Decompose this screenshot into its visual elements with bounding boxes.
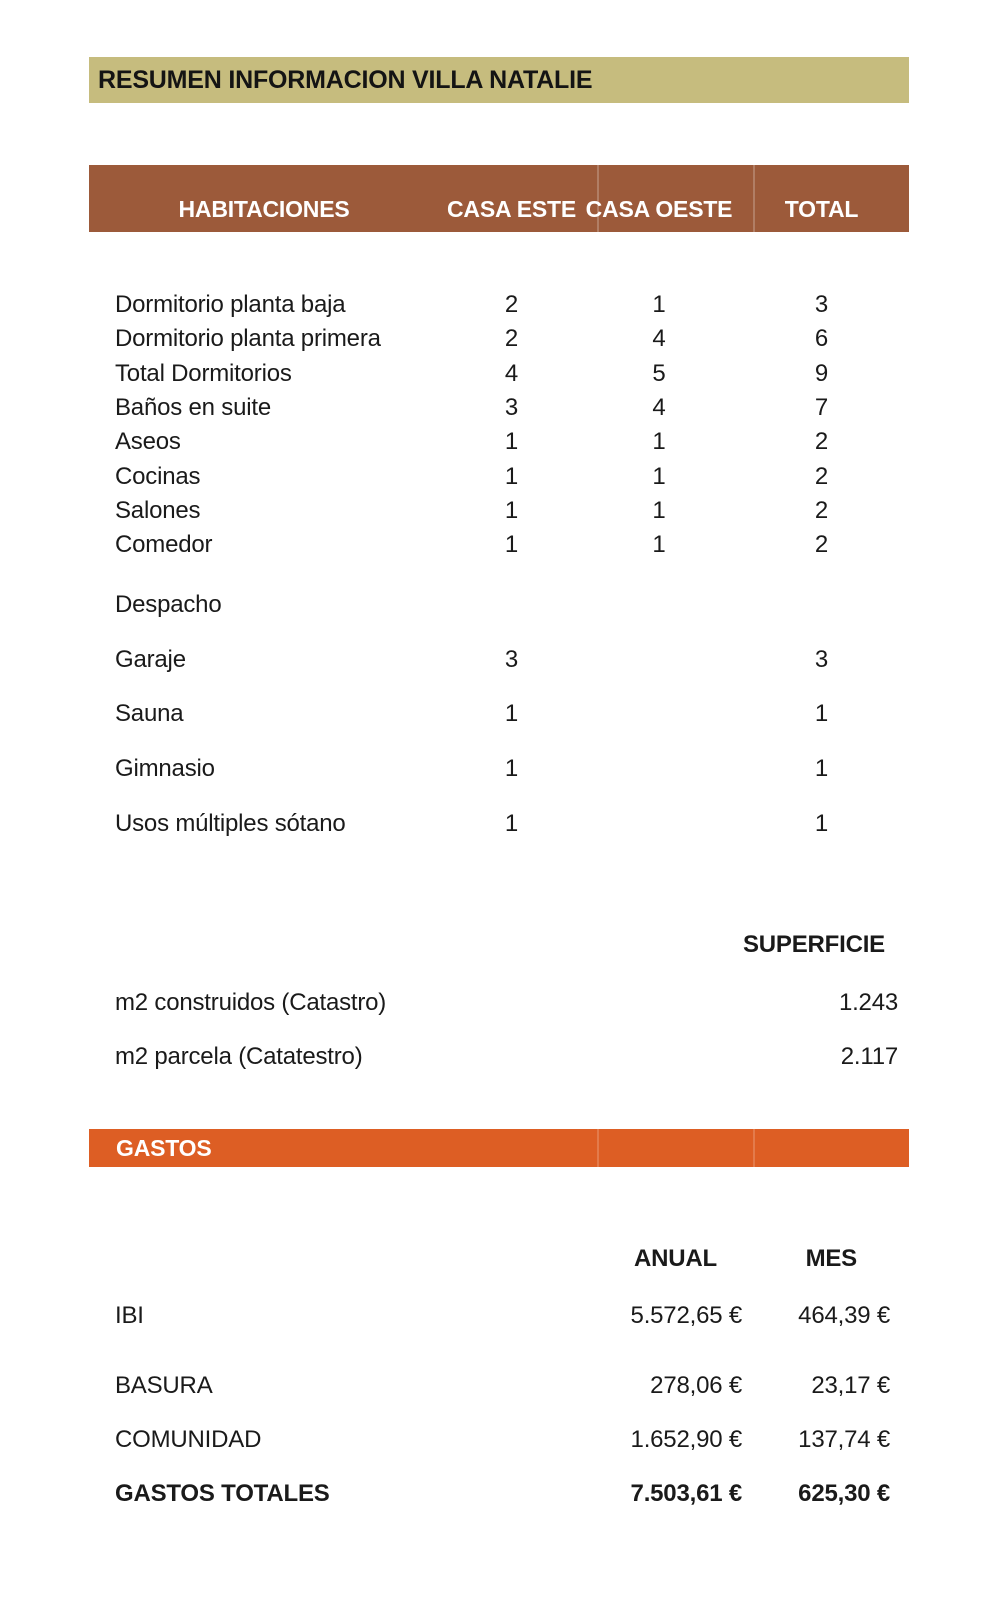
cell-total: 1 bbox=[814, 755, 829, 783]
cell-total: 1 bbox=[814, 700, 829, 728]
gastos-row-label: COMUNIDAD bbox=[115, 1426, 262, 1453]
row-label: Salones bbox=[115, 496, 201, 524]
table-row bbox=[89, 322, 909, 356]
gastos-row-label: GASTOS TOTALES bbox=[115, 1480, 330, 1507]
cell-casa-este: 4 bbox=[504, 359, 519, 387]
cell-casa-este: 1 bbox=[504, 462, 519, 490]
cell-total: 6 bbox=[814, 325, 829, 353]
cell-casa-oeste: 1 bbox=[652, 428, 666, 456]
column-divider bbox=[753, 1129, 755, 1167]
gastos-section-header bbox=[89, 1129, 909, 1167]
row-label: Cocinas bbox=[115, 462, 201, 490]
row-label: Dormitorio planta baja bbox=[115, 291, 346, 319]
row-label: Baños en suite bbox=[115, 394, 271, 422]
cell-anual: 1.652,90 € bbox=[630, 1426, 742, 1453]
superficie-row bbox=[0, 1043, 1003, 1071]
cell-total: 9 bbox=[814, 359, 829, 387]
habitaciones-rows-main bbox=[89, 288, 909, 562]
cell-mes: 464,39 € bbox=[798, 1302, 890, 1329]
cell-casa-este: 1 bbox=[504, 496, 519, 524]
page-title: RESUMEN INFORMACION VILLA NATALIE bbox=[98, 66, 593, 94]
column-divider bbox=[597, 165, 599, 232]
table-row bbox=[89, 288, 909, 322]
column-header-habitaciones: HABITACIONES bbox=[178, 196, 350, 222]
cell-casa-oeste: 5 bbox=[652, 359, 666, 387]
column-divider bbox=[753, 165, 755, 232]
cell-total: 2 bbox=[814, 428, 829, 456]
cell-mes: 23,17 € bbox=[811, 1372, 890, 1399]
cell-casa-oeste: 4 bbox=[652, 325, 666, 353]
gastos-row bbox=[0, 1302, 1003, 1330]
gastos-row bbox=[0, 1372, 1003, 1400]
cell-casa-oeste: 4 bbox=[652, 394, 666, 422]
cell-casa-este: 1 bbox=[504, 428, 519, 456]
table-row bbox=[89, 796, 909, 851]
habitaciones-rows-spaced bbox=[89, 578, 909, 851]
table-row bbox=[89, 357, 909, 391]
cell-total: 7 bbox=[814, 394, 829, 422]
superficie-row bbox=[0, 989, 1003, 1017]
superficie-row-label: m2 parcela (Catatestro) bbox=[115, 1043, 363, 1070]
cell-casa-este: 1 bbox=[504, 809, 519, 837]
column-header-total: TOTAL bbox=[784, 196, 859, 222]
gastos-row bbox=[0, 1480, 1003, 1508]
column-header-mes: MES bbox=[805, 1245, 857, 1272]
row-label: Comedor bbox=[115, 531, 213, 559]
gastos-column-headers bbox=[0, 1245, 1003, 1273]
cell-casa-este: 2 bbox=[504, 325, 519, 353]
cell-total: 1 bbox=[814, 809, 829, 837]
table-row bbox=[89, 578, 909, 633]
gastos-section-label: GASTOS bbox=[116, 1135, 212, 1161]
cell-mes: 137,74 € bbox=[798, 1426, 890, 1453]
row-label: Aseos bbox=[115, 428, 181, 456]
cell-casa-oeste: 1 bbox=[652, 531, 666, 559]
row-label: Usos múltiples sótano bbox=[115, 809, 346, 837]
cell-casa-este: 1 bbox=[504, 531, 519, 559]
cell-total: 3 bbox=[814, 645, 829, 673]
cell-anual: 7.503,61 € bbox=[630, 1480, 742, 1507]
row-label: Garaje bbox=[115, 645, 186, 673]
table-row bbox=[89, 633, 909, 688]
superficie-header: SUPERFICIE bbox=[742, 931, 885, 958]
superficie-row-value: 2.117 bbox=[840, 1043, 898, 1070]
cell-mes: 625,30 € bbox=[798, 1480, 890, 1507]
title-bar bbox=[89, 57, 909, 103]
table-row bbox=[89, 742, 909, 797]
table-row bbox=[89, 391, 909, 425]
column-header-casa-oeste: CASA OESTE bbox=[585, 196, 733, 222]
superficie-row-label: m2 construidos (Catastro) bbox=[115, 989, 387, 1016]
table-row bbox=[89, 459, 909, 493]
cell-casa-este: 1 bbox=[504, 755, 519, 783]
row-label: Sauna bbox=[115, 700, 184, 728]
cell-total: 2 bbox=[814, 462, 829, 490]
column-divider bbox=[597, 1129, 599, 1167]
superficie-row-value: 1.243 bbox=[838, 989, 898, 1016]
cell-casa-oeste: 1 bbox=[652, 462, 666, 490]
table-row bbox=[89, 425, 909, 459]
row-label: Total Dormitorios bbox=[115, 359, 292, 387]
cell-total: 2 bbox=[814, 531, 829, 559]
table-row bbox=[89, 494, 909, 528]
gastos-row-label: BASURA bbox=[115, 1372, 213, 1399]
cell-casa-este: 3 bbox=[504, 394, 519, 422]
cell-total: 3 bbox=[814, 291, 829, 319]
row-label: Gimnasio bbox=[115, 755, 215, 783]
row-label: Dormitorio planta primera bbox=[115, 325, 381, 353]
cell-casa-este: 3 bbox=[504, 645, 519, 673]
gastos-row bbox=[0, 1426, 1003, 1454]
gastos-row-label: IBI bbox=[115, 1302, 144, 1329]
column-header-casa-este: CASA ESTE bbox=[447, 196, 576, 222]
column-header-anual: ANUAL bbox=[634, 1245, 717, 1272]
cell-casa-oeste: 1 bbox=[652, 291, 666, 319]
cell-casa-este: 1 bbox=[504, 700, 519, 728]
cell-anual: 278,06 € bbox=[650, 1372, 742, 1399]
table-row bbox=[89, 687, 909, 742]
cell-anual: 5.572,65 € bbox=[630, 1302, 742, 1329]
cell-casa-este: 2 bbox=[504, 291, 519, 319]
table-row bbox=[89, 528, 909, 562]
cell-casa-oeste: 1 bbox=[652, 496, 666, 524]
row-label: Despacho bbox=[115, 591, 222, 619]
habitaciones-table-header bbox=[89, 165, 909, 232]
cell-total: 2 bbox=[814, 496, 829, 524]
